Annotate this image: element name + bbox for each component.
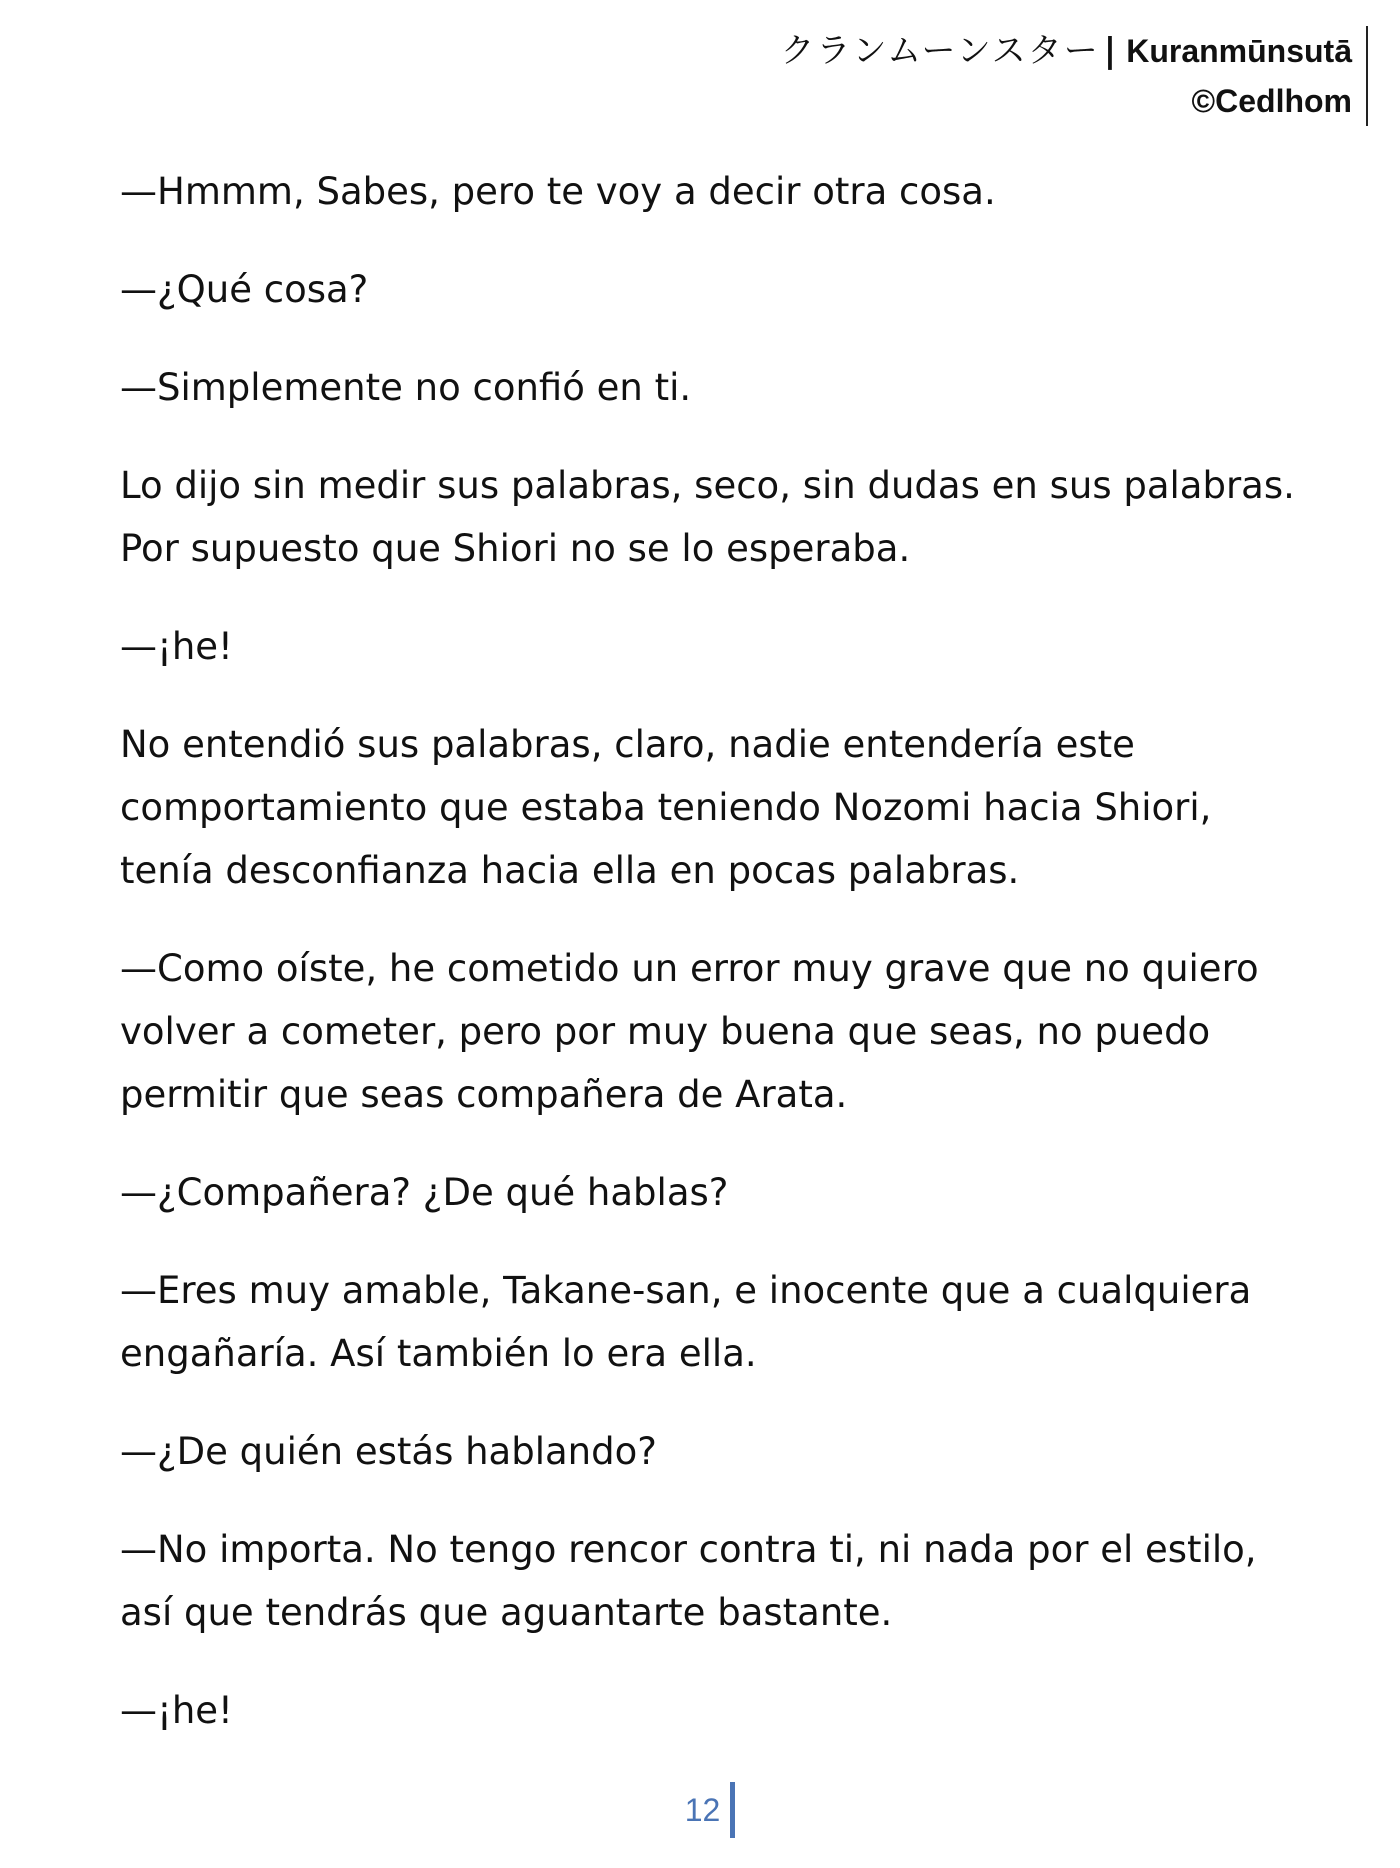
paragraph — [120, 1420, 1300, 1483]
page-number: 12 — [685, 1782, 736, 1838]
paragraph — [120, 1161, 1300, 1224]
header-romaji-title: Kuranmūnsutā — [1126, 33, 1352, 69]
text-line: —¿De quién estás hablando? — [120, 1430, 657, 1473]
paragraph — [120, 1679, 1300, 1742]
text-line: —No importa. No tengo rencor contra ti, ni nada por el estilo, — [120, 1528, 1257, 1571]
page-footer — [0, 1782, 1400, 1838]
text-line: permitir que seas compañera de Arata. — [120, 1073, 848, 1116]
paragraph — [120, 937, 1300, 1126]
text-line: —¡he! — [120, 625, 233, 668]
text-line: —¿Compañera? ¿De qué hablas? — [120, 1171, 729, 1214]
text-line: Por supuesto que Shiori no se lo esperaba. — [120, 527, 911, 570]
text-line: engañaría. Así también lo era ella. — [120, 1332, 757, 1375]
text-line: —Hmmm, Sabes, pero te voy a decir otra cosa. — [120, 170, 996, 213]
text-line: No entendió sus palabras, claro, nadie entendería este — [120, 723, 1135, 766]
header-line-title — [781, 26, 1352, 76]
paragraph — [120, 1259, 1300, 1385]
text-line: —Simplemente no confió en ti. — [120, 366, 692, 409]
text-line: comportamiento que estaba teniendo Nozomi hacia Shiori, — [120, 786, 1212, 829]
text-line: así que tendrás que aguantarte bastante. — [120, 1591, 893, 1634]
text-line: —Como oíste, he cometido un error muy grave que no quiero — [120, 947, 1259, 990]
text-line: —Eres muy amable, Takane-san, e inocente que a cualquiera — [120, 1269, 1252, 1312]
header-author: ©Cedlhom — [1191, 83, 1352, 119]
paragraph — [120, 713, 1300, 902]
header-japanese-title: クランムーンスター — [780, 31, 1100, 71]
text-line: Lo dijo sin medir sus palabras, seco, sin dudas en sus palabras. — [120, 464, 1295, 507]
page-body — [120, 160, 1300, 1777]
paragraph — [120, 1518, 1300, 1644]
paragraph — [120, 454, 1300, 580]
paragraph — [120, 160, 1300, 223]
text-line: —¿Qué cosa? — [120, 268, 369, 311]
text-line: volver a cometer, pero por muy buena que seas, no puedo — [120, 1010, 1211, 1053]
text-line: —¡he! — [120, 1689, 233, 1732]
paragraph — [120, 258, 1300, 321]
paragraph — [120, 356, 1300, 419]
header-separator: | — [1103, 31, 1117, 71]
text-line: tenía desconfianza hacia ella en pocas palabras. — [120, 849, 1020, 892]
running-header — [781, 26, 1368, 126]
paragraph — [120, 615, 1300, 678]
